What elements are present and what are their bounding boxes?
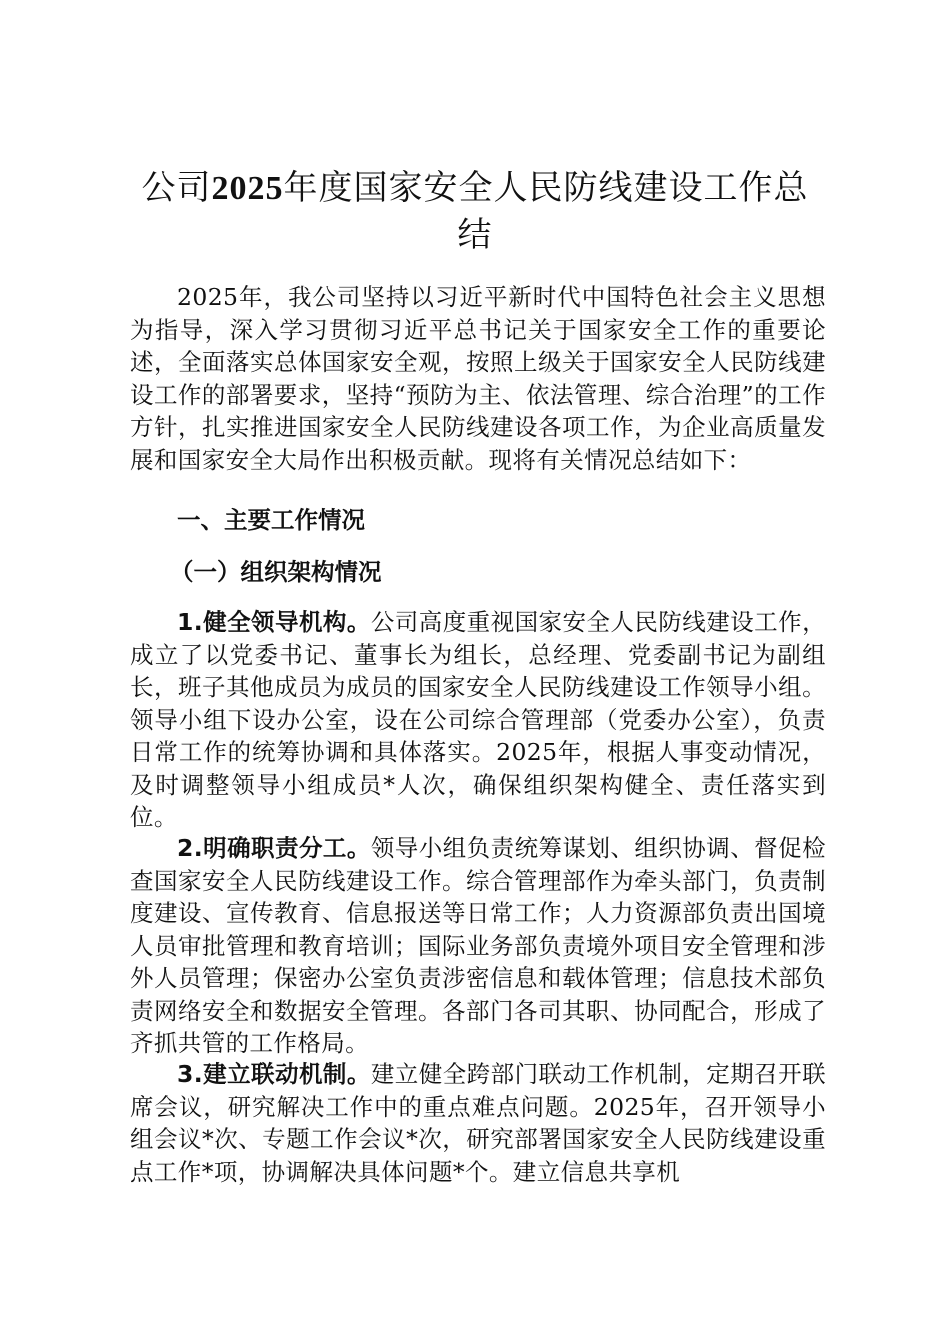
paragraph-lead: 1.健全领导机构。: [177, 608, 371, 636]
intro-paragraph: 2025年，我公司坚持以习近平新时代中国特色社会主义思想为指导，深入学习贯彻习近平总书记关于国家安全工作的重要论述，全面落实总体国家安全观，按照上级关于国家安全人民防线建设工作的部署要求，坚持“预防为主、依法管理、综合治理”的工作方针，扎实推进国家安全人民防线建设各项工作，为企业高质量发展和国家安全大局作出积极贡献。现将有关情况总结如下：: [130, 283, 826, 474]
document-title: [130, 165, 820, 258]
paragraph-lead: 2.明确职责分工。: [177, 834, 371, 862]
paragraph-leadership: [130, 606, 826, 834]
paragraph-text: 公司高度重视国家安全人民防线建设工作，成立了以党委书记、董事长为组长，总经理、党委副书记为副组长，班子其他成员为成员的国家安全人民防线建设工作领导小组。领导小组下设办公室，设在公司综合管理部（党委办公室），负责日常工作的统筹协调和具体落实。2025年，根据人事变动情况，及时调整领导小组成员*人次，确保组织架构健全、责任落实到位。: [130, 608, 826, 831]
title-part2: 年度国家安全人民防线建设工作总结: [283, 168, 809, 255]
title-part1: 公司: [141, 168, 212, 208]
section-heading: 一、主要工作情况: [177, 506, 365, 534]
paragraph-lead: 3.建立联动机制。: [177, 1060, 371, 1088]
paragraph-text: 领导小组负责统筹谋划、组织协调、督促检查国家安全人民防线建设工作。综合管理部作为牵头部门，负责制度建设、宣传教育、信息报送等日常工作；人力资源部负责出国境人员审批管理和教育培训；国际业务部负责境外项目安全管理和涉外人员管理；保密办公室负责涉密信息和载体管理；信息技术部负责网络安全和数据安全管理。各部门各司其职、协同配合，形成了齐抓共管的工作格局。: [130, 834, 826, 1057]
subsection-heading: （一）组织架构情况: [170, 558, 382, 586]
paragraph-coordination: [130, 1058, 826, 1188]
paragraph-text: 建立健全跨部门联动工作机制，定期召开联席会议，研究解决工作中的重点难点问题。2025年，召开领导小组会议*次、专题工作会议*次，研究部署国家安全人民防线建设重点工作*项，协调解决具体问题*个。建立信息共享机: [130, 1060, 826, 1186]
paragraph-responsibilities: [130, 832, 826, 1060]
title-year: 2025: [211, 170, 284, 207]
